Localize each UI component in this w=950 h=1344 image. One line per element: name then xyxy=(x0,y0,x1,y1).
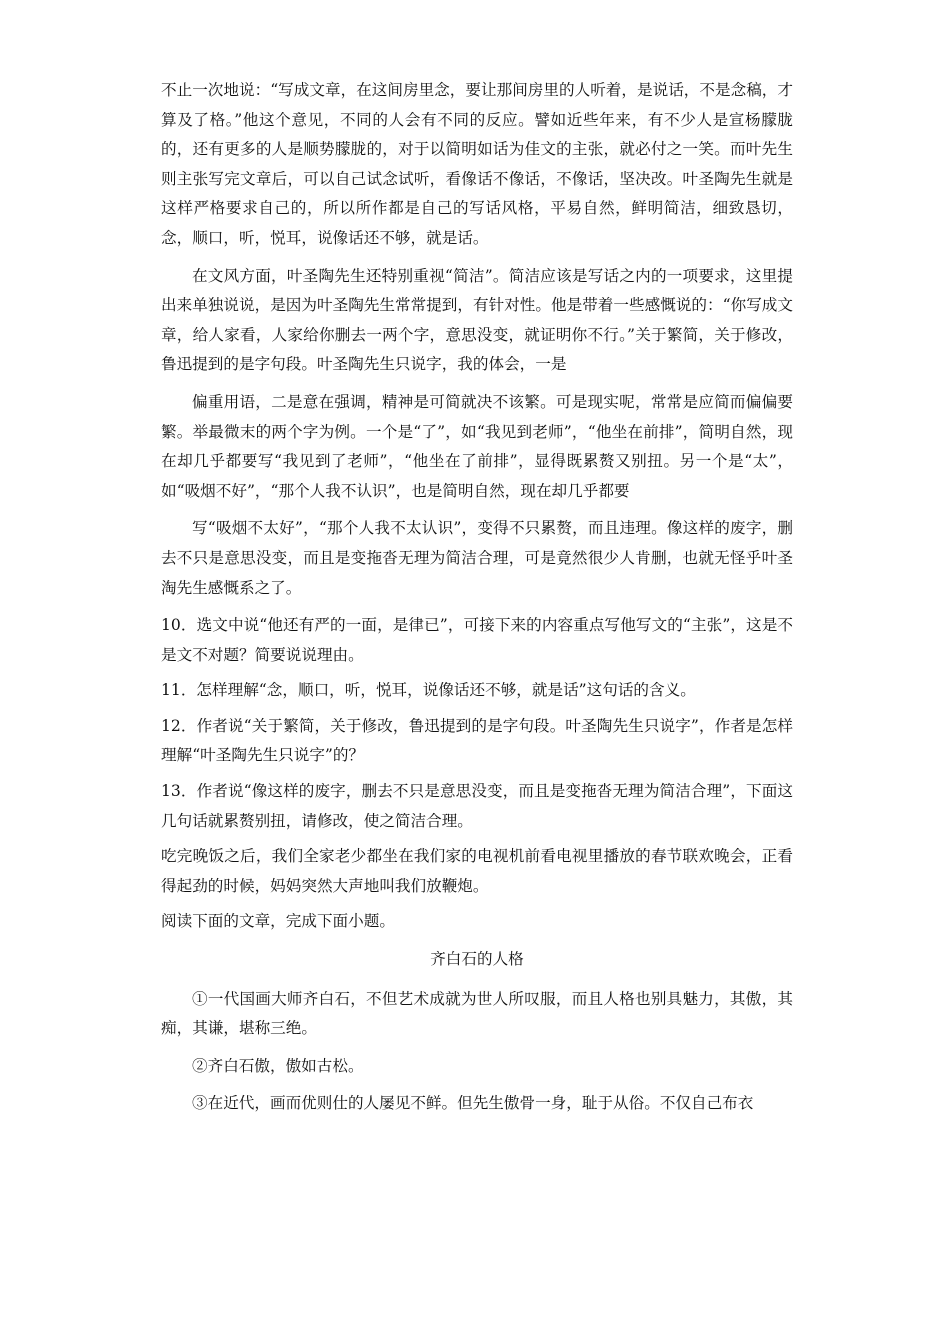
exercise-sentence: 吃完晚饭之后，我们全家老少都坐在我们家的电视机前看电视里播放的春节联欢晚会，正看得起劲的时候，妈妈突然大声地叫我们放鞭炮。 xyxy=(161,847,793,895)
question-11: 11．怎样理解“念，顺口，听，悦耳，说像话还不够，就是话”这句话的含义。 xyxy=(161,681,696,700)
question-10: 10．选文中说“他还有严的一面，是律已”，可接下来的内容重点写他写文的“主张”，这是不是文不对题？简要说说理由。 xyxy=(161,616,793,664)
paragraph-ye-shengtao-speech: 不止一次地说：“写成文章，在这间房里念，要让那间房里的人听着，是说话，不是念稿，才算及了格。”他这个意见，不同的人会有不同的反应。譬如近些年来，有不少人是宣杨朦胧的，还有更多的人是顺势朦胧的，对于以简明如话为佳文的主张，就必付之一笑。而叶先生则主张写完文章后，可以自己试念试听，看像话不像话，不像话，坚决改。叶圣陶先生就是这样严格要求自己的，所以所作都是自己的写话风格，平易自然，鲜明简洁，细致恳切，念，顺口，听，悦耳，说像话还不够，就是话。 xyxy=(161,81,793,247)
question-12: 12．作者说“关于繁简，关于修改，鲁迅提到的是字句段。叶圣陶先生只说字”，作者是怎样理解“叶圣陶先生只说字”的？ xyxy=(161,716,793,765)
paragraph-redundant-words: 写“吸烟不太好”，“那个人我不太认识”，变得不只累赘，而且违理。像这样的废字，删去不只是意思没变，而且是变拖沓无理为简洁合理，可是竟然很少人肯删，也就无怪乎叶圣淘先生感慨系之了。 xyxy=(161,519,793,597)
article-paragraph-2: ②齐白石傲，傲如古松。 xyxy=(192,1056,364,1075)
article-title: 齐白石的人格 xyxy=(430,950,524,969)
article-paragraph-3: ③在近代，画而优则仕的人屡见不鲜。但先生傲骨一身，耻于从俗。不仅自己布衣 xyxy=(192,1094,754,1113)
reading-instruction: 阅读下面的文章，完成下面小题。 xyxy=(161,912,395,931)
question-13: 13．作者说“像这样的废字，删去不只是意思没变，而且是变拖沓无理为简洁合理”，下面这几句话就累赘别扭，请修改，使之简洁合理。 xyxy=(161,782,793,830)
article-paragraph-1: ①一代国画大师齐白石，不但艺术成就为世人所叹服，而且人格也别具魅力，其傲，其痴，其谦，堪称三绝。 xyxy=(161,989,793,1038)
paragraph-word-examples: 偏重用语，二是意在强调，精神是可简就决不该繁。可是现实呢，常常是应简而偏偏要繁。举最微末的两个字为例。一个是“了”，如“我见到老师”，“他坐在前排”，简明自然，现在却几乎都要写“我见到了老师”，“他坐在了前排”，显得既累赘又别扭。另一个是“太”，如“吸烟不好”，“那个人我不认识”，也是简明自然，现在却几乎都要 xyxy=(161,392,793,500)
document-body xyxy=(161,76,793,1127)
paragraph-concise-style: 在文风方面，叶圣陶先生还特别重视“简洁”。简洁应该是写话之内的一项要求，这里提出来单独说说，是因为叶圣陶先生常常提到，有针对性。他是带着一些感慨说的：“你写成文章，给人家看，人家给你删去一两个字，意思没变，就证明你不行。”关于繁简，关于修改，鲁迅提到的是字句段。叶圣陶先生只说字，我的体会，一是 xyxy=(161,266,793,374)
